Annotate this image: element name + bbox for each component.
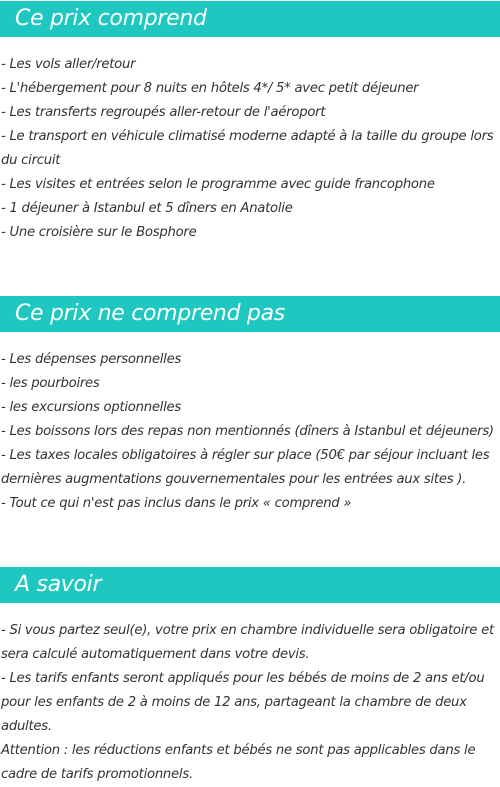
list-item: - Les vols aller/retour <box>1 57 136 72</box>
list-item: - Une croisière sur le Bosphore <box>1 225 197 240</box>
list-item: - Les visites et entrées selon le programme avec guide francophone <box>1 177 435 192</box>
list-item: - les excursions optionnelles <box>1 400 181 415</box>
list-item: - Les boissons lors des repas non mentionnés (dîners à Istanbul et déjeuners) <box>1 424 494 439</box>
section-body-good-to-know <box>0 619 500 787</box>
list-item: - Tout ce qui n'est pas inclus dans le prix « comprend » <box>1 496 352 511</box>
list-item: - Le transport en véhicule climatisé moderne adapté à la taille du groupe lors du circuit <box>1 129 494 168</box>
list-item: - Les transferts regroupés aller-retour de l'aéroport <box>1 105 326 120</box>
list-item: - L'hébergement pour 8 nuits en hôtels 4*/ 5* avec petit déjeuner <box>1 81 419 96</box>
section-header-price-excludes: Ce prix ne comprend pas <box>0 296 500 332</box>
list-item: - Si vous partez seul(e), votre prix en chambre individuelle sera obligatoire et sera calculé automatiquement dans votre devis. <box>1 623 494 662</box>
list-item: Attention : les réductions enfants et bébés ne sont pas applicables dans le cadre de tarifs promotionnels. <box>1 743 476 782</box>
section-header-good-to-know: A savoir <box>0 567 500 603</box>
section-body-price-excludes <box>0 348 500 516</box>
section-header-price-includes: Ce prix comprend <box>0 1 500 37</box>
list-item: - les pourboires <box>1 376 100 391</box>
list-item: - Les taxes locales obligatoires à régler sur place (50€ par séjour incluant les dernières augmentations gouvernementales pour les entrées aux sites ). <box>1 448 490 487</box>
section-body-price-includes <box>0 53 500 245</box>
list-item: - Les dépenses personnelles <box>1 352 182 367</box>
list-item: - 1 déjeuner à Istanbul et 5 dîners en Anatolie <box>1 201 293 216</box>
list-item: - Les tarifs enfants seront appliqués pour les bébés de moins de 2 ans et/ou pour les enfants de 2 à moins de 12 ans, partageant la chambre de deux adultes. <box>1 671 485 734</box>
